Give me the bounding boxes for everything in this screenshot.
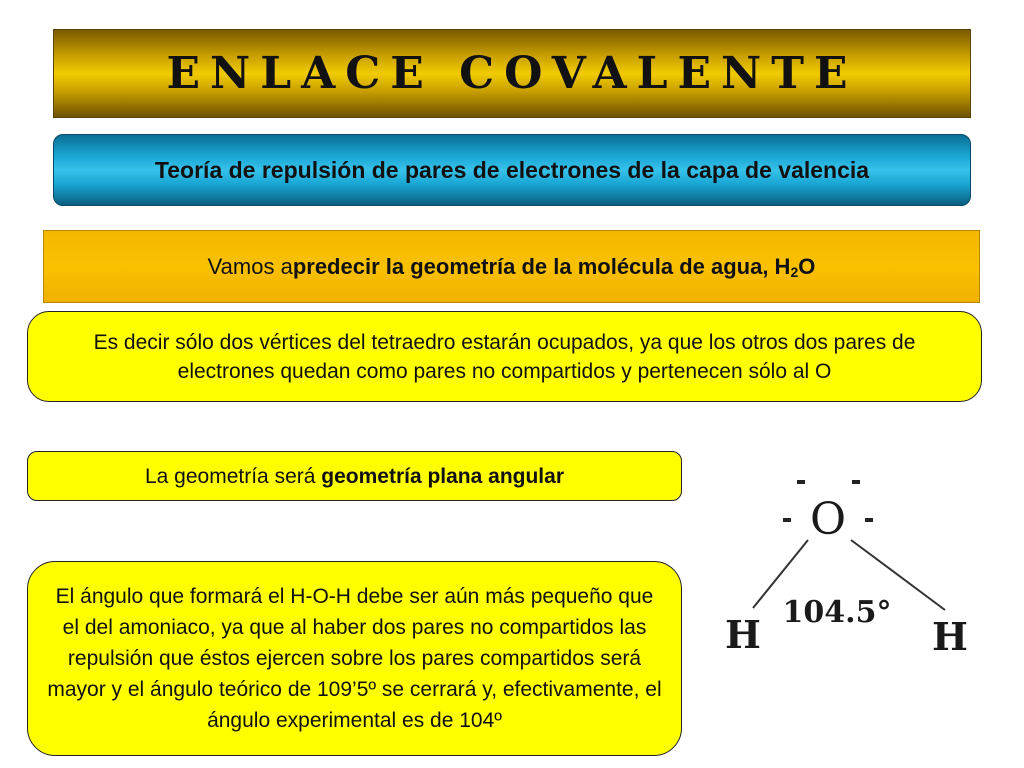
bond-angle-label: 104.5° — [782, 595, 892, 630]
predict-suffix: O — [798, 253, 816, 279]
geometry-callout — [27, 451, 682, 501]
hydrogen-right-label: H — [932, 614, 968, 659]
geometry-bold: geometría plana angular — [321, 464, 564, 488]
slide-title: ENLACE COVALENTE — [166, 48, 858, 99]
angle-callout — [27, 561, 682, 756]
lone-pair-dot — [797, 480, 805, 484]
angle-text: El ángulo que formará el H-O-H debe ser aún más pequeño que el del amoniaco, ya que al haber dos pares no compartidos las repulsión que éstos ejercen sobre los pares compartidos será mayor y el ángulo teórico de 109’5º se cerrará y, efectivamente, el ángulo experimental es de 104º — [47, 585, 662, 732]
water-molecule-svg — [715, 460, 1005, 670]
lone-pair-dot — [865, 518, 873, 522]
lone-pair-dot — [783, 518, 791, 522]
oxygen-atom-label: O — [809, 494, 847, 545]
predict-banner — [43, 230, 980, 303]
lone-pair-dot — [852, 480, 860, 484]
hydrogen-left-label: H — [725, 612, 761, 657]
vertices-callout — [27, 311, 982, 402]
predict-prefix: Vamos a — [207, 253, 293, 279]
geometry-prefix: La geometría será — [144, 464, 316, 488]
slide-subtitle: Teoría de repulsión de pares de electrones de la capa de valencia — [154, 156, 870, 183]
water-molecule-diagram — [715, 460, 1005, 670]
predict-subscript: 2 — [790, 264, 799, 280]
vertices-text: Es decir sólo dos vértices del tetraedro estarán ocupados, ya que los otros dos pares de electrones quedan como pares no compartidos y pertenecen sólo al O — [93, 330, 916, 383]
subtitle-banner — [53, 134, 971, 206]
title-banner — [53, 29, 971, 118]
predict-bold: predecir la geometría de la molécula de agua, H — [292, 253, 791, 279]
